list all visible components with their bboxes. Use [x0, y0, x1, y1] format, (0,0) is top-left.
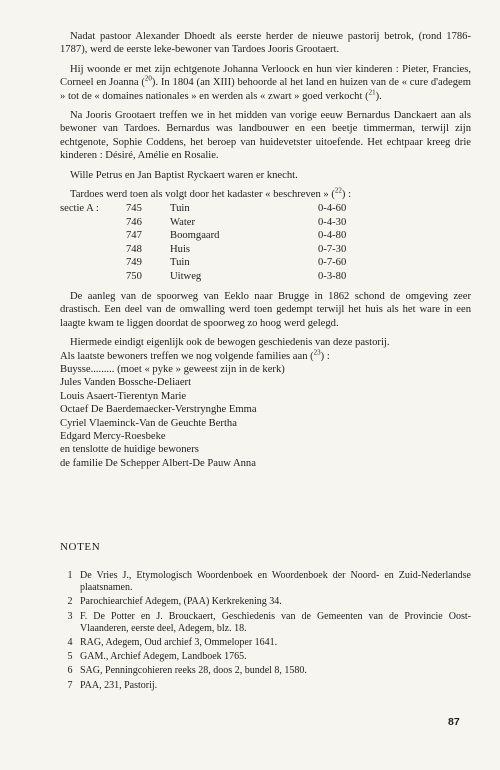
list-item: Jules Vanden Bossche-Deliaert [60, 377, 192, 389]
note-number: 3 [67, 610, 73, 622]
parcel-type: Boomgaard [170, 230, 220, 242]
table-row [60, 216, 378, 229]
note-item [60, 637, 471, 649]
note-item [60, 651, 471, 663]
paragraph-1 [60, 30, 471, 57]
note-number: 2 [67, 596, 73, 608]
parcel-type: Tuin [170, 203, 190, 215]
paragraph-8-text-a: Als laatste bewoners treffen we nog volgende families aan ( [60, 350, 314, 362]
list-item: Octaef De Baerdemaecker-Verstrynghe Emma [60, 404, 257, 416]
paragraph-3 [60, 109, 471, 163]
paragraph-8 [60, 350, 471, 363]
note-text: PAA, 231, Pastorij. [80, 679, 158, 691]
note-item [60, 596, 471, 608]
paragraph-4 [60, 169, 471, 182]
note-number: 1 [67, 570, 73, 581]
list-item: de familie De Schepper Albert-De Pauw Anna [60, 457, 256, 469]
note-text: SAG, Penningcohieren reeks 28, doos 2, bundel 8, 1580. [80, 665, 307, 677]
note-number: 4 [67, 637, 73, 649]
note-text: GAM., Archief Adegem, Landboek 1765. [80, 651, 247, 663]
paragraph-5-text-a: Tardoes werd toen als volgt door het kadaster « beschreven » ( [70, 189, 335, 201]
parcel-size: 0-3-80 [318, 270, 347, 282]
cadastre-table [60, 202, 378, 282]
note-text: F. De Potter en J. Brouckaert, Geschiedenis van de Gemeenten van de Provincie Oost-Vlaanderen, eerste deel, Adegem, blz. 18. [80, 610, 471, 634]
note-item [60, 570, 471, 594]
list-item: en tenslotte de huidige bewoners [60, 444, 199, 456]
parcel-number: 745 [126, 203, 142, 215]
note-text: Parochiearchief Adegem, (PAA) Kerkrekening 34. [80, 596, 282, 608]
paragraph-2-text-b: ). In 1804 (an XIII) behoorde al het land en huizen van de « cure d'adegem » tot de « domaines nationales » en werden als « zwart » goed verkocht ( [60, 77, 471, 102]
paragraph-2-text-a: Hij woonde er met zijn echtgenote Johanna Verloock en hun vier kinderen : Pieter, Francies, Corneel en Joanna ( [60, 63, 471, 89]
footnote-ref-20[interactable]: 20 [144, 74, 152, 83]
paragraph-1-text: Nadat pastoor Alexander Dhoedt als eerste herder de nieuwe pastorij betrok, (rond 1786-1787), werd de eerste leke-bewoner van Tardoes Jooris Grootaert. [60, 31, 471, 56]
footnote-ref-23[interactable]: 23 [313, 348, 321, 356]
paragraph-4-text: Wille Petrus en Jan Baptist Ryckaert waren er knecht. [70, 169, 298, 181]
parcel-size: 0-7-60 [318, 257, 347, 269]
parcel-size: 0-4-30 [318, 216, 347, 228]
parcel-type: Uitweg [170, 270, 202, 282]
residents-list [60, 363, 471, 470]
list-item: Louis Asaert-Tierentyn Marie [60, 390, 187, 402]
parcel-type: Water [170, 216, 196, 228]
paragraph-5-text-b: ) : [341, 189, 352, 201]
footnote-ref-22[interactable]: 22 [334, 186, 342, 195]
table-row [60, 202, 378, 215]
section-label: sectie A : [60, 203, 99, 215]
parcel-type: Tuin [170, 257, 190, 269]
notes-heading: NOTEN [60, 541, 101, 553]
note-item [60, 680, 471, 692]
parcel-type: Huis [170, 243, 191, 255]
paragraph-5 [60, 188, 471, 201]
parcel-number: 750 [126, 270, 142, 282]
parcel-size: 0-7-30 [318, 243, 347, 255]
paragraph-3-text: Na Jooris Grootaert treffen we in het midden van vorige eeuw Bernardus Danckaert aan als bewoner van Tardoes. Bernardus was landbouwer en een beetje timmerman, terwijl zijn echtgenote, Sophie Coddens, het beroep van huidevetster uitoefende. Het echtpaar kreeg drie kinderen : Désiré, Amélie en Rosalie. [60, 110, 471, 162]
table-row [60, 256, 378, 269]
page-number: 87 [448, 716, 460, 728]
note-text: RAG, Adegem, Oud archief 3, Ommeloper 1641. [80, 637, 278, 649]
paragraph-6 [60, 290, 471, 330]
note-number: 6 [67, 665, 73, 677]
article-body [60, 30, 471, 470]
table-row [60, 243, 378, 256]
paragraph-7-text: Hiermede eindigt eigenlijk ook de bewogen geschiedenis van deze pastorij. [70, 337, 390, 349]
parcel-size: 0-4-80 [318, 230, 347, 242]
parcel-number: 746 [126, 216, 142, 228]
parcel-size: 0-4-60 [318, 203, 347, 215]
table-row [60, 270, 378, 283]
notes-list [60, 570, 471, 694]
list-item: Edgard Mercy-Roesbeke [60, 430, 166, 442]
note-number: 5 [67, 651, 73, 663]
list-item: Cyriel Vlaeminck-Van de Geuchte Bertha [60, 417, 237, 429]
paragraph-7 [60, 336, 471, 349]
parcel-number: 749 [126, 257, 142, 269]
note-number: 7 [67, 679, 73, 691]
parcel-number: 747 [126, 230, 142, 242]
parcel-number: 748 [126, 243, 142, 255]
paragraph-2-text-c: ). [375, 90, 382, 102]
note-item [60, 665, 471, 677]
paragraph-2 [60, 63, 471, 103]
paragraph-8-text-b: ) : [320, 350, 330, 362]
list-item: Buysse......... (moet « pyke » geweest zijn in de kerk) [60, 363, 285, 375]
paragraph-6-text: De aanleg van de spoorweg van Eeklo naar Brugge in 1862 schond de omgeving zeer drastisch. Een deel van de omwalling werd toen gedempt terwijl het huis als het ware in een laagte kwam te liggen doordat de spoorweg zo hoog werd gelegd. [60, 290, 471, 329]
table-row [60, 229, 378, 242]
note-item [60, 611, 471, 635]
footnote-ref-21[interactable]: 21 [368, 88, 376, 97]
note-text: De Vries J., Etymologisch Woordenboek en Woordenboek der Noord- en Zuid-Nederlandse plaatsnamen. [80, 570, 471, 594]
